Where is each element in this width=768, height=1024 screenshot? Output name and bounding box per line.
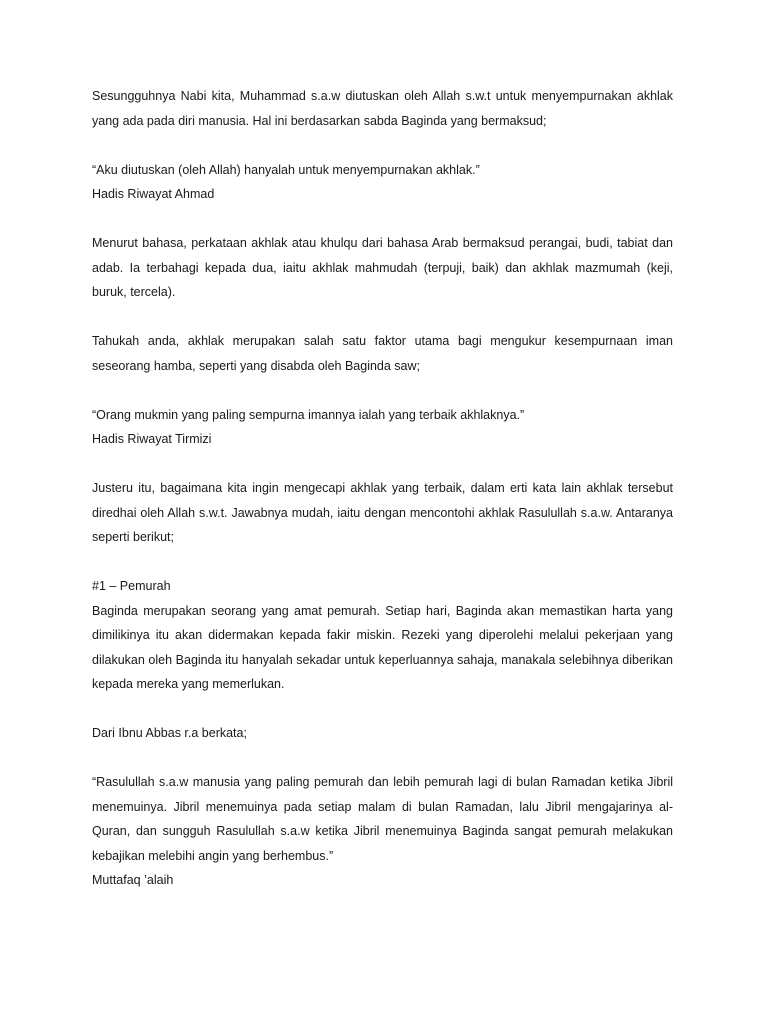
section-heading-pemurah: #1 – Pemurah [92, 579, 171, 593]
spacer [92, 697, 673, 722]
spacer [92, 452, 673, 477]
hadith-source-ahmad: Hadis Riwayat Ahmad [92, 187, 215, 201]
paragraph-pemurah: Baginda merupakan seorang yang amat pemurah. Setiap hari, Baginda akan memastikan harta yang dimilikinya itu akan didermakan kepada fakir miskin. Rezeki yang diperolehi melalui pekerjaan yang dilakukan oleh Baginda itu hanyalah sekadar untuk keperluannya sahaja, manakala selebihnya diberikan kepada mereka yang memerlukan. [92, 603, 673, 691]
paragraph-example: Justeru itu, bagaimana kita ingin mengecapi akhlak yang terbaik, dalam erti kata lain akhlak tersebut diredhai oleh Allah s.w.t. Jawabnya mudah, iaitu dengan mencontohi akhlak Rasulullah s.a.w. Antaranya seperti berikut; [92, 481, 673, 544]
paragraph-narration: Dari Ibnu Abbas r.a berkata; [92, 726, 247, 740]
spacer [92, 207, 673, 232]
hadith-quote-ahmad: “Aku diutuskan (oleh Allah) hanyalah untuk menyempurnakan akhlak.” [92, 162, 480, 177]
paragraph-intro: Sesungguhnya Nabi kita, Muhammad s.a.w diutuskan oleh Allah s.w.t untuk menyempurnakan akhlak yang ada pada diri manusia. Hal ini berdasarkan sabda Baginda yang bermaksud; [92, 89, 673, 128]
paragraph-definition: Menurut bahasa, perkataan akhlak atau khulqu dari bahasa Arab bermaksud perangai, budi, tabiat dan adab. Ia terbahagi kepada dua, iaitu akhlak mahmudah (terpuji, baik) dan akhlak mazmumah (keji, buruk, tercela). [92, 236, 673, 299]
spacer [92, 305, 673, 330]
spacer [92, 746, 673, 771]
spacer [92, 550, 673, 575]
hadith-source-tirmizi: Hadis Riwayat Tirmizi [92, 432, 212, 446]
hadith-quote-tirmizi: “Orang mukmin yang paling sempurna imannya ialah yang terbaik akhlaknya.” [92, 407, 525, 422]
spacer [92, 133, 673, 158]
hadith-quote-ramadan: “Rasulullah s.a.w manusia yang paling pemurah dan lebih pemurah lagi di bulan Ramadan ketika Jibril menemuinya. Jibril menemuinya pada setiap malam di bulan Ramadan, lalu Jibril mengajarinya al-Quran, dan sungguh Rasulullah s.a.w ketika Jibril menemuinya Baginda sangat pemurah melakukan kebajikan melebihi angin yang berhembus.” [92, 775, 673, 863]
paragraph-importance: Tahukah anda, akhlak merupakan salah satu faktor utama bagi mengukur kesempurnaan iman seseorang hamba, seperti yang disabda oleh Baginda saw; [92, 334, 673, 373]
document-page [92, 84, 673, 893]
spacer [92, 378, 673, 403]
hadith-source-muttafaq: Muttafaq ’alaih [92, 873, 174, 887]
